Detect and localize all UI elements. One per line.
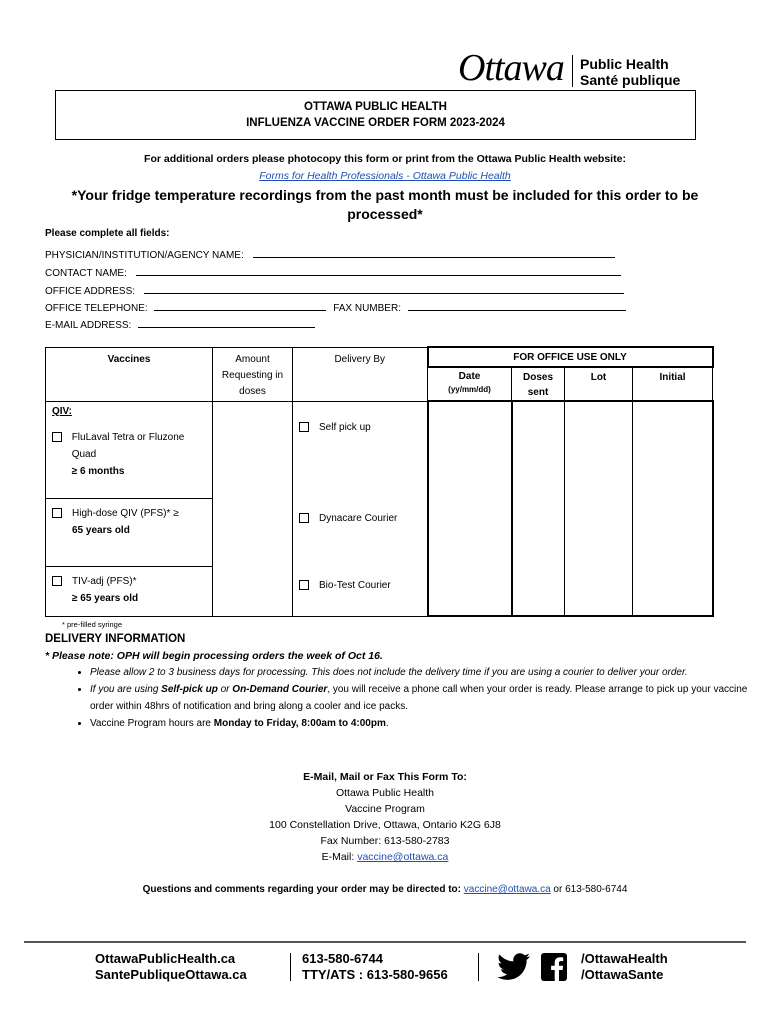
date-header-label: Date (458, 371, 481, 382)
office-use-header: FOR OFFICE USE ONLY (428, 347, 713, 367)
delivery-bullet-1: • Please allow 2 to 3 business days for processing. This does not include the delivery time if you are using a courier to deliver your order. (90, 664, 750, 681)
vaccine-option-1 (52, 429, 206, 480)
questions-row (0, 882, 770, 898)
send-to-email-row (0, 849, 770, 865)
send-to-line-2: Vaccine Program (345, 803, 425, 815)
bullet-2-self-pickup: Self-pick up (161, 684, 218, 695)
vaccine-2-name: High-dose QIV (PFS)* ≥ (72, 507, 179, 519)
twitter-icon (497, 953, 531, 981)
vaccine-3-name: TIV-adj (PFS)* (72, 575, 137, 587)
delivery-header: Delivery By (293, 347, 428, 401)
delivery-bullet-2 (90, 681, 750, 715)
form-title-line-2: INFLUENZA VACCINE ORDER FORM 2023-2024 (246, 117, 505, 129)
address-field-row (45, 284, 624, 298)
date-format-label: (yy/mm/dd) (448, 385, 491, 394)
delivery-info-list (62, 664, 750, 732)
vaccine-option-2 (52, 505, 206, 539)
vaccine-1-checkbox[interactable] (52, 432, 62, 442)
delivery-cell (293, 401, 428, 616)
delivery-option-1 (299, 422, 421, 433)
footer-tty: TTY/ATS : 613-580-9656 (302, 967, 448, 982)
vaccine-2-age: 65 years old (72, 524, 130, 536)
amount-header: Amount Requesting in doses (213, 347, 293, 401)
prefilled-footnote: * pre-filled syringe (62, 620, 123, 629)
logo-line-2: Santé publique (580, 72, 681, 88)
send-to-email-label: E-Mail: (321, 851, 358, 863)
telephone-input-line[interactable] (154, 301, 326, 311)
vaccine-order-table (45, 346, 714, 617)
address-input-line[interactable] (144, 284, 624, 294)
questions-phone: or 613-580-6744 (550, 884, 628, 895)
amount-cell[interactable] (213, 401, 293, 616)
physician-field-row (45, 248, 615, 262)
bullet-2-on-demand: On-Demand Courier (232, 684, 328, 695)
fridge-temperature-notice: *Your fridge temperature recordings from the past month must be included for this order to be processed* (71, 187, 699, 222)
logo-separator (572, 55, 573, 87)
questions-email-link[interactable]: vaccine@ottawa.ca (463, 884, 551, 895)
footer-divider (24, 941, 746, 943)
self-pickup-checkbox[interactable] (299, 422, 309, 432)
telephone-field-row (45, 301, 626, 315)
vaccines-header: Vaccines (46, 347, 213, 401)
logo-line-1: Public Health (580, 56, 669, 72)
vaccine-3-checkbox[interactable] (52, 576, 62, 586)
telephone-label: OFFICE TELEPHONE: (45, 303, 148, 314)
vaccine-1-name: FluLaval Tetra or Fluzone Quad (71, 431, 185, 460)
bullet-3-hours: Monday to Friday, 8:00am to 4:00pm (213, 718, 386, 729)
doses-sent-header: Doses sent (512, 367, 565, 401)
address-label: OFFICE ADDRESS: (45, 286, 136, 297)
footer-site-1: OttawaPublicHealth.ca (95, 951, 236, 966)
email-field-row (45, 318, 315, 332)
processing-note: * Please note: OPH will begin processing orders the week of Oct 16. (45, 650, 383, 662)
fax-input-line[interactable] (408, 301, 626, 311)
send-to-fax: Fax Number: 613-580-2783 (320, 835, 450, 847)
delivery-option-3-label: Bio-Test Courier (319, 579, 391, 591)
contact-input-line[interactable] (136, 266, 621, 276)
bullet-2-text-c: , you will receive a phone call when your order is ready. Please arrange to pick up your vaccine order within 48hrs of notification and bring along a cooler and ice packs. (90, 684, 748, 712)
biotest-checkbox[interactable] (299, 580, 309, 590)
bullet-2-text-a: If you are using (90, 684, 162, 695)
footer-site-2: SantePubliqueOttawa.ca (95, 967, 247, 982)
delivery-info-heading: DELIVERY INFORMATION (45, 633, 186, 645)
footer-separator-2 (478, 953, 479, 981)
send-to-email-link[interactable]: vaccine@ottawa.ca (357, 851, 449, 863)
initial-header: Initial (633, 367, 713, 401)
logo-wordmark: Ottawa (458, 47, 564, 89)
vaccine-option-3 (52, 573, 206, 607)
vaccine-row-1 (46, 401, 213, 498)
send-to-heading: E-Mail, Mail or Fax This Form To: (303, 771, 467, 783)
date-header (428, 367, 512, 401)
vaccine-3-age: ≥ 65 years old (72, 592, 139, 604)
office-initial-cell[interactable] (633, 401, 713, 616)
fax-label: FAX NUMBER: (333, 303, 401, 314)
bullet-2-text-b: or (217, 684, 233, 695)
email-input-line[interactable] (138, 318, 315, 328)
forms-link[interactable]: Forms for Health Professionals - Ottawa Public Health (259, 170, 511, 182)
vaccine-row-3 (46, 566, 213, 616)
delivery-option-3 (299, 580, 421, 591)
form-title-line-1: OTTAWA PUBLIC HEALTH (304, 101, 447, 113)
bullet-3-text-b: . (385, 718, 389, 729)
facebook-icon (541, 953, 567, 981)
physician-label: PHYSICIAN/INSTITUTION/AGENCY NAME: (45, 250, 244, 261)
questions-text: Questions and comments regarding your order may be directed to: (142, 884, 464, 895)
footer-handle-1: /OttawaHealth (581, 951, 668, 966)
footer-separator-1 (290, 953, 291, 981)
form-title-box (55, 90, 696, 140)
qiv-label: QIV: (52, 405, 73, 417)
office-doses-cell[interactable] (512, 401, 565, 616)
office-lot-cell[interactable] (565, 401, 633, 616)
contact-field-row (45, 266, 621, 280)
send-to-line-1: Ottawa Public Health (335, 787, 435, 799)
office-date-cell[interactable] (428, 401, 512, 616)
send-to-line-3: 100 Constellation Drive, Ottawa, Ontario K2G 6J8 (269, 819, 501, 831)
vaccine-2-checkbox[interactable] (52, 508, 62, 518)
delivery-bullet-3 (90, 715, 750, 732)
footer-phone: 613-580-6744 (302, 951, 383, 966)
vaccine-1-age: ≥ 6 months (71, 465, 125, 477)
vaccine-row-2 (46, 498, 213, 566)
bullet-3-text-a: Vaccine Program hours are (90, 718, 214, 729)
email-label: E-MAIL ADDRESS: (45, 320, 132, 331)
delivery-option-2 (299, 513, 421, 524)
delivery-option-1-label: Self pick up (319, 421, 371, 433)
dynacare-checkbox[interactable] (299, 513, 309, 523)
physician-input-line[interactable] (253, 248, 615, 258)
photocopy-note: For additional orders please photocopy this form or print from the Ottawa Public Health website: (144, 153, 626, 165)
delivery-option-2-label: Dynacare Courier (319, 512, 398, 524)
footer-handle-2: /OttawaSante (581, 967, 664, 982)
contact-label: CONTACT NAME: (45, 268, 127, 279)
fields-heading: Please complete all fields: (45, 228, 170, 239)
lot-header: Lot (565, 367, 633, 401)
